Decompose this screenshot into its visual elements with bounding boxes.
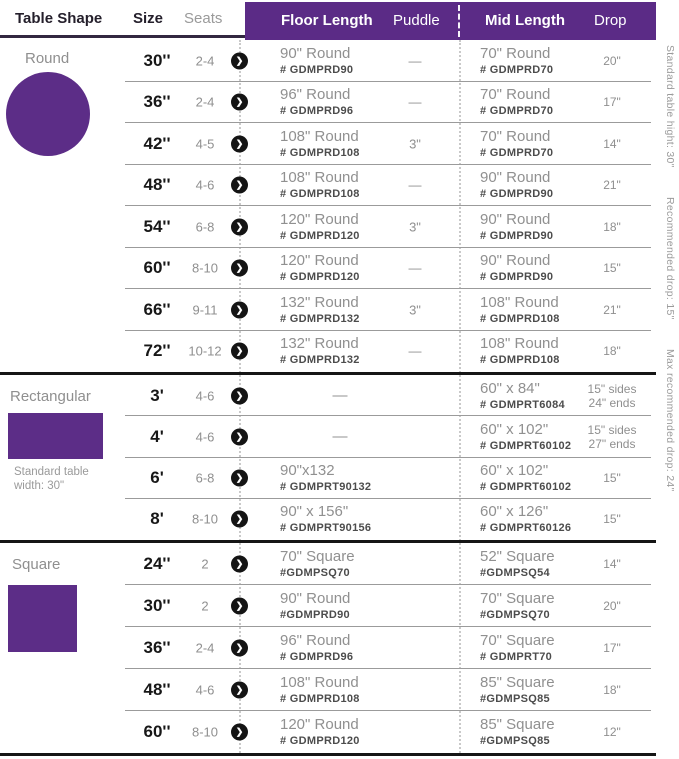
mid-length-sku: # GDMPRD90 xyxy=(480,271,554,284)
seats-cell: 4-6 xyxy=(195,429,215,445)
table-row xyxy=(0,40,679,82)
mid-length-sku: # GDMPRT60126 xyxy=(480,522,572,535)
drop-cell xyxy=(573,344,651,358)
floor-length-cell xyxy=(280,335,400,367)
drop-value: 14" xyxy=(603,136,621,151)
mid-length-sku: # GDMPRD108 xyxy=(480,312,560,325)
floor-length-value: 132" Round xyxy=(280,293,359,311)
drop-value: 15" xyxy=(603,261,621,276)
chevron-right-circle-icon: ❯ xyxy=(231,556,248,573)
floor-length-value: 108" Round xyxy=(280,169,359,187)
floor-length-value: 108" Round xyxy=(280,674,359,691)
table-row xyxy=(0,669,679,711)
drop-value: 21" xyxy=(603,302,621,317)
drop-value: 18" xyxy=(603,683,621,697)
mid-length-sku: # GDMPRD90 xyxy=(480,229,554,242)
floor-length-cell xyxy=(280,211,400,243)
section-rectangular-rows xyxy=(0,375,679,540)
side-note-line1: Standard table hight: 30" xyxy=(664,45,676,168)
drop-value: 18" xyxy=(603,344,621,359)
mid-length-value: 108" Round xyxy=(480,335,559,353)
seats-cell: 10-12 xyxy=(188,343,222,359)
size-cell: 8' xyxy=(150,509,164,529)
drop-value: 17" xyxy=(603,95,621,110)
mid-length-value: 90" Round xyxy=(480,210,551,228)
table-row xyxy=(0,458,679,499)
seats-cell: 8-10 xyxy=(191,511,219,527)
floor-length-sku: # GDMPRD96 xyxy=(280,651,354,663)
mid-length-value: 70" Round xyxy=(480,44,551,62)
size-cell: 42'' xyxy=(143,133,171,153)
floor-length-cell xyxy=(280,294,400,326)
floor-length-cell xyxy=(280,86,400,118)
size-cell: 24'' xyxy=(143,554,171,573)
floor-length-value: — xyxy=(332,386,348,404)
mid-length-value: 60" x 126" xyxy=(480,503,549,521)
rectangular-width-note: Standard table width: 30" xyxy=(14,466,89,492)
floor-length-value: 70" Square xyxy=(280,548,355,565)
mid-length-sku: # GDMPRD70 xyxy=(480,146,554,159)
seats-cell: 8-10 xyxy=(191,260,219,276)
table-row xyxy=(0,543,679,585)
section-round-label: Round xyxy=(25,50,70,67)
header-drop: Drop xyxy=(594,12,627,29)
puddle-cell: 3" xyxy=(409,136,421,152)
mid-length-value: 60" x 102" xyxy=(480,462,549,480)
size-cell: 60'' xyxy=(143,258,171,278)
seats-cell: 8-10 xyxy=(191,724,219,740)
mid-length-sku: # GDMPRD70 xyxy=(480,105,554,118)
drop-cell xyxy=(573,54,651,68)
mid-length-sku: # GDMPRD90 xyxy=(480,188,554,201)
drop-cell xyxy=(573,220,651,234)
drop-value-2: 27" ends xyxy=(588,436,636,451)
floor-length-value: 120" Round xyxy=(280,252,359,270)
chevron-right-circle-icon: ❯ xyxy=(231,598,248,615)
mid-length-value: 70" Square xyxy=(480,590,555,607)
header-seats: Seats xyxy=(184,10,223,27)
section-square-label: Square xyxy=(12,556,61,573)
mid-length-sku: #GDMPSQ54 xyxy=(480,567,550,579)
floor-length-value: — xyxy=(332,427,348,445)
chevron-right-circle-icon: ❯ xyxy=(231,343,248,360)
seats-cell: 2 xyxy=(201,598,209,614)
header-table-shape: Table Shape xyxy=(15,10,103,27)
header-size: Size xyxy=(133,10,164,27)
floor-length-cell xyxy=(280,387,400,405)
floor-length-sku: # GDMPRD132 xyxy=(280,312,360,325)
seats-cell: 4-6 xyxy=(195,682,215,698)
mid-length-value: 70" Square xyxy=(480,632,555,649)
floor-length-sku: # GDMPRT90156 xyxy=(280,522,372,535)
table-row xyxy=(0,627,679,669)
floor-length-sku: # GDMPRD108 xyxy=(280,693,360,705)
size-cell: 36'' xyxy=(143,638,171,657)
table-row xyxy=(0,499,679,540)
drop-value: 15" sides xyxy=(587,422,637,437)
floor-length-sku: # GDMPRD120 xyxy=(280,271,360,284)
header-dashed-divider xyxy=(458,5,460,37)
mid-length-sku: # GDMPRT6084 xyxy=(480,398,565,411)
drop-cell xyxy=(573,382,651,410)
table-row xyxy=(0,289,679,331)
floor-length-value: 120" Round xyxy=(280,210,359,228)
drop-cell xyxy=(573,303,651,317)
section-rectangular-label: Rectangular xyxy=(10,388,91,405)
drop-cell xyxy=(573,95,651,109)
side-note-line3: Max recommended drop: 24" xyxy=(664,348,676,492)
puddle-cell: 3" xyxy=(409,219,421,235)
floor-length-sku: #GDMPSQ70 xyxy=(280,567,350,579)
size-cell: 60'' xyxy=(143,722,171,741)
side-note-vertical-text xyxy=(664,45,676,517)
header-mid-length: Mid Length xyxy=(485,12,565,29)
section-square-rows xyxy=(0,543,679,753)
drop-value: 17" xyxy=(603,641,621,655)
mid-length-value: 85" Square xyxy=(480,674,555,691)
table-header xyxy=(0,0,679,40)
floor-length-value: 96" Round xyxy=(280,632,351,649)
chevron-right-circle-icon: ❯ xyxy=(231,640,248,657)
size-cell: 54'' xyxy=(143,216,171,236)
size-cell: 66'' xyxy=(143,299,171,319)
seats-cell: 4-5 xyxy=(195,136,215,152)
mid-length-value: 52" Square xyxy=(480,548,555,565)
table-row xyxy=(0,375,679,416)
drop-cell xyxy=(573,137,651,151)
seats-cell: 2-4 xyxy=(195,53,215,69)
chevron-right-circle-icon: ❯ xyxy=(231,428,248,445)
floor-length-value: 120" Round xyxy=(280,716,359,733)
puddle-cell: — xyxy=(408,53,422,69)
table-row xyxy=(0,82,679,124)
size-cell: 30'' xyxy=(143,596,171,615)
mid-length-sku: # GDMPRT70 xyxy=(480,651,553,663)
section-round xyxy=(0,40,679,372)
mid-length-sku: #GDMPSQ85 xyxy=(480,735,550,747)
chevron-right-circle-icon: ❯ xyxy=(231,387,248,404)
size-cell: 6' xyxy=(150,468,164,488)
table-row xyxy=(0,331,679,373)
chevron-right-circle-icon: ❯ xyxy=(231,218,248,235)
mid-length-value: 70" Round xyxy=(480,86,551,104)
table-row xyxy=(0,248,679,290)
floor-length-sku: # GDMPRD108 xyxy=(280,146,360,159)
drop-cell xyxy=(573,641,651,655)
seats-cell: 4-6 xyxy=(195,388,215,404)
drop-cell xyxy=(573,471,651,485)
chevron-right-circle-icon: ❯ xyxy=(231,94,248,111)
drop-cell xyxy=(573,512,651,526)
drop-value-2: 24" ends xyxy=(588,395,636,410)
floor-length-sku: # GDMPRD96 xyxy=(280,105,354,118)
puddle-cell: — xyxy=(408,94,422,110)
side-note-line2: Recommended drop: 15" xyxy=(664,196,676,320)
mid-length-sku: #GDMPSQ70 xyxy=(480,609,550,621)
drop-value: 15" xyxy=(603,471,621,486)
drop-value: 15" xyxy=(603,512,621,527)
size-cell: 72'' xyxy=(143,341,171,361)
mid-length-value: 60" x 84" xyxy=(480,379,540,397)
floor-length-cell xyxy=(280,428,400,446)
floor-length-sku: # GDMPRD90 xyxy=(280,63,354,76)
floor-length-value: 96" Round xyxy=(280,86,351,104)
table-row xyxy=(0,585,679,627)
mid-length-value: 90" Round xyxy=(480,252,551,270)
floor-length-cell xyxy=(280,128,400,160)
seats-cell: 2-4 xyxy=(195,94,215,110)
mid-length-value: 60" x 102" xyxy=(480,420,549,438)
floor-length-cell xyxy=(280,503,400,535)
drop-value: 14" xyxy=(603,557,621,571)
size-cell: 36'' xyxy=(143,92,171,112)
floor-length-cell xyxy=(280,169,400,201)
header-underline xyxy=(0,35,246,38)
size-cell: 48'' xyxy=(143,680,171,699)
seats-cell: 6-8 xyxy=(195,219,215,235)
floor-length-sku: # GDMPRD132 xyxy=(280,354,360,367)
drop-value: 20" xyxy=(603,53,621,68)
floor-length-cell xyxy=(280,632,400,664)
chevron-right-circle-icon: ❯ xyxy=(231,724,248,741)
size-cell: 3' xyxy=(150,385,164,405)
puddle-cell: — xyxy=(408,260,422,276)
floor-length-sku: # GDMPRD120 xyxy=(280,229,360,242)
puddle-cell: — xyxy=(408,177,422,193)
table-row xyxy=(0,123,679,165)
chevron-right-circle-icon: ❯ xyxy=(231,301,248,318)
mid-length-sku: # GDMPRT60102 xyxy=(480,439,572,452)
table-body xyxy=(0,40,679,756)
drop-value: 15" sides xyxy=(587,381,637,396)
mid-length-value: 90" Round xyxy=(480,169,551,187)
seats-cell: 6-8 xyxy=(195,470,215,486)
chevron-right-circle-icon: ❯ xyxy=(231,135,248,152)
seats-cell: 2-4 xyxy=(195,640,215,656)
floor-length-sku: #GDMPRD90 xyxy=(280,609,350,621)
floor-length-value: 132" Round xyxy=(280,335,359,353)
header-puddle: Puddle xyxy=(393,12,440,29)
drop-cell xyxy=(573,261,651,275)
mid-length-sku: # GDMPRT60102 xyxy=(480,481,572,494)
drop-value: 18" xyxy=(603,219,621,234)
seats-cell: 4-6 xyxy=(195,177,215,193)
floor-length-cell xyxy=(280,252,400,284)
drop-cell xyxy=(573,683,651,697)
table-row xyxy=(0,206,679,248)
floor-length-cell xyxy=(280,548,400,580)
chevron-right-circle-icon: ❯ xyxy=(231,682,248,699)
floor-length-cell xyxy=(280,716,400,748)
table-row xyxy=(0,165,679,207)
puddle-cell: 3" xyxy=(409,302,421,318)
seats-cell: 9-11 xyxy=(192,302,218,318)
table-row xyxy=(0,711,679,753)
size-cell: 48'' xyxy=(143,175,171,195)
floor-length-value: 90" Round xyxy=(280,44,351,62)
mid-length-sku: # GDMPRD70 xyxy=(480,63,554,76)
floor-length-cell xyxy=(280,462,400,494)
floor-length-cell xyxy=(280,45,400,77)
drop-value: 21" xyxy=(603,178,621,193)
chevron-right-circle-icon: ❯ xyxy=(231,511,248,528)
chevron-right-circle-icon: ❯ xyxy=(231,260,248,277)
seats-cell: 2 xyxy=(201,556,209,572)
bottom-border-line xyxy=(0,753,656,756)
chevron-right-circle-icon: ❯ xyxy=(231,470,248,487)
header-purple-band xyxy=(245,2,656,40)
section-square xyxy=(0,543,679,753)
chevron-right-circle-icon: ❯ xyxy=(231,177,248,194)
section-round-rows xyxy=(0,40,679,372)
mid-length-sku: #GDMPSQ85 xyxy=(480,693,550,705)
drop-cell xyxy=(573,423,651,451)
floor-length-value: 90" x 156" xyxy=(280,503,349,521)
mid-length-sku: # GDMPRD108 xyxy=(480,354,560,367)
floor-length-sku: # GDMPRD120 xyxy=(280,735,360,747)
floor-length-cell xyxy=(280,590,400,622)
mid-length-value: 108" Round xyxy=(480,293,559,311)
size-cell: 4' xyxy=(150,426,164,446)
floor-length-sku: # GDMPRT90132 xyxy=(280,481,372,494)
drop-cell xyxy=(573,178,651,192)
floor-length-sku: # GDMPRD108 xyxy=(280,188,360,201)
size-cell: 30'' xyxy=(143,50,171,70)
header-floor-length: Floor Length xyxy=(281,12,373,29)
mid-length-value: 85" Square xyxy=(480,716,555,733)
floor-length-value: 108" Round xyxy=(280,127,359,145)
drop-cell xyxy=(573,599,651,613)
mid-length-value: 70" Round xyxy=(480,127,551,145)
chevron-right-circle-icon: ❯ xyxy=(231,52,248,69)
table-row xyxy=(0,416,679,457)
puddle-cell: — xyxy=(408,343,422,359)
drop-value: 20" xyxy=(603,599,621,613)
drop-value: 12" xyxy=(603,725,621,739)
drop-cell xyxy=(573,725,651,739)
drop-cell xyxy=(573,557,651,571)
floor-length-value: 90" Round xyxy=(280,590,351,607)
section-rectangular xyxy=(0,375,679,540)
floor-length-value: 90"x132 xyxy=(280,462,335,480)
floor-length-cell xyxy=(280,674,400,706)
